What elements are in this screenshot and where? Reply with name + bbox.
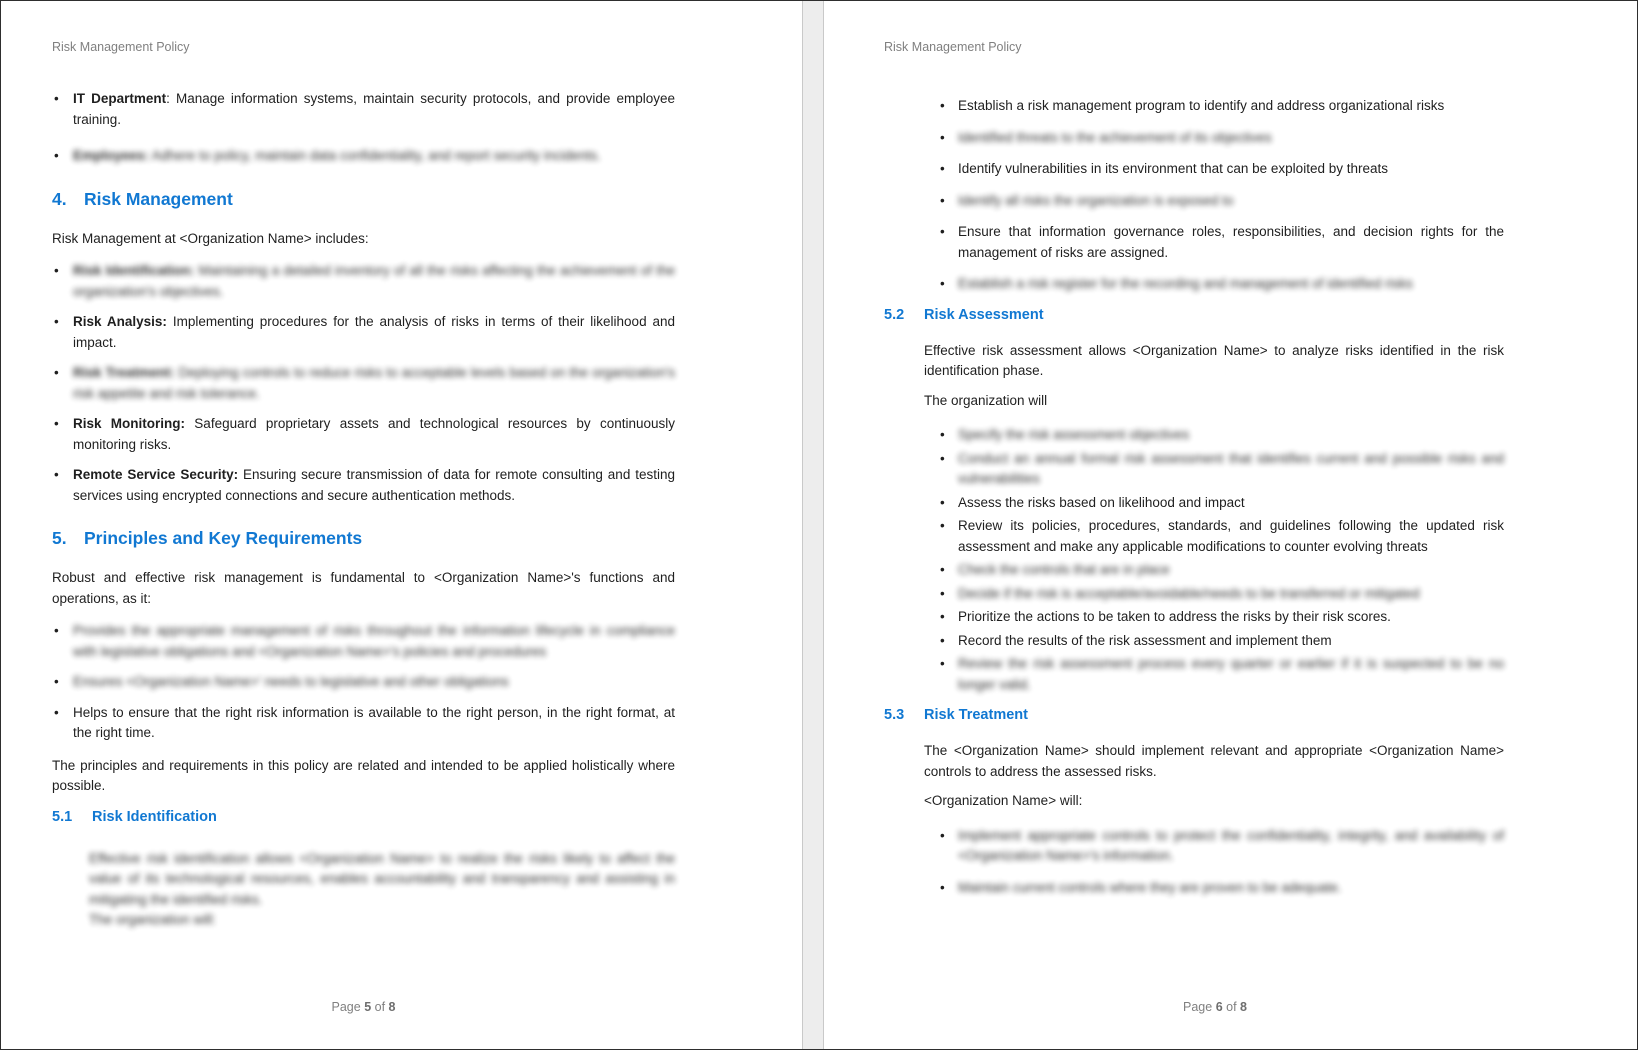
section-number: 4. xyxy=(52,188,67,209)
list-item xyxy=(940,191,1504,212)
subsection-title: Risk Identification xyxy=(92,808,217,825)
bullet-text: Risk Monitoring: Safeguard proprietary assets and technological resources by continuously monitoring risks. xyxy=(73,416,675,452)
page-footer: Page 6 of 8 xyxy=(1183,1000,1247,1014)
bullet-text-blurred: Establish a risk register for the recording and management of identified risks xyxy=(958,276,1413,291)
list-item xyxy=(52,261,675,302)
list-item xyxy=(940,222,1504,263)
bullet-text: Remote Service Security: Ensuring secure transmission of data for remote consulting and testing services using encrypted connections and secure authentication methods. xyxy=(73,467,675,503)
list-item xyxy=(940,584,1504,605)
subsection-heading-5-2 xyxy=(884,306,1504,324)
bullet-lead: Risk Monitoring: xyxy=(73,416,186,431)
risk-management-list xyxy=(52,261,675,506)
list-item xyxy=(940,493,1504,514)
subsection-heading-5-1 xyxy=(52,808,675,826)
bullet-text-blurred: Identify all risks the organization is exposed to xyxy=(958,192,1234,208)
page-total: 8 xyxy=(1240,1000,1247,1014)
bullet-text-blurred: Implement appropriate controls to protect the confidentiality, integrity, and availability of <Organization Name>'s information. xyxy=(958,827,1504,863)
paragraph-blurred: Effective risk identification allows <Organization Name> to realize the risks likely to affect the value of its technological resources, enables accountability and transparency and assisting in mitigating the identified risks. The organization will: xyxy=(89,850,675,927)
paragraph: The principles and requirements in this policy are related and intended to be applied holistically where possible. xyxy=(52,757,675,793)
list-item xyxy=(940,631,1504,652)
bullet-text-blurred: Review the risk assessment process every quarter or earlier if it is suspected to be no longer valid. xyxy=(958,656,1504,692)
list-item xyxy=(52,312,675,353)
paragraph: The <Organization Name> should implement relevant and appropriate <Organization Name> controls to address the assessed risks. xyxy=(924,743,1504,779)
list-item xyxy=(940,560,1504,581)
principles-list xyxy=(52,621,675,744)
section-title: Principles and Key Requirements xyxy=(84,528,363,548)
list-item xyxy=(52,672,675,693)
subsection-number: 5.2 xyxy=(884,306,905,323)
list-item xyxy=(940,425,1504,446)
bullet-text-blurred: Conduct an annual formal risk assessment that identifies current and possible risks and vulnerabilities xyxy=(958,450,1504,486)
bullet-text-blurred: Identified threats to the achievement of its objectives xyxy=(958,129,1272,145)
subsection-number: 5.1 xyxy=(52,808,73,825)
list-item xyxy=(52,703,675,744)
page-gutter xyxy=(802,1,824,1049)
list-item xyxy=(52,146,675,167)
bullet-text-blurred: Risk Identification: Maintaining a detailed inventory of all the risks affecting the achievement of the organization's objectives. xyxy=(73,263,676,299)
assessment-list xyxy=(940,425,1504,695)
bullet-text: Risk Analysis: Implementing procedures for the analysis of risks in terms of their likelihood and impact. xyxy=(73,314,675,350)
bullet-text-blurred: Check the controls that are in place xyxy=(958,562,1170,577)
subsection-heading-5-3 xyxy=(884,706,1504,724)
bullet-text-blurred: Specify the risk assessment objectives xyxy=(958,427,1190,442)
list-item xyxy=(940,516,1504,557)
list-item xyxy=(940,159,1504,180)
bullet-text: IT Department: Manage information systems, maintain security protocols, and provide employee training. xyxy=(73,91,676,127)
bullet-text: Review its policies, procedures, standards, and guidelines following the updated risk assessment and make any applicable modifications to counter evolving threats xyxy=(958,518,1504,554)
section-title: Risk Management xyxy=(84,188,233,209)
page-header: Risk Management Policy xyxy=(52,40,190,54)
page-number: 5 xyxy=(364,1000,372,1014)
treatment-list xyxy=(940,826,1504,899)
bullet-text-blurred: Employees: Adhere to policy, maintain data confidentiality, and report security incidents. xyxy=(73,148,601,163)
list-item xyxy=(52,363,675,404)
bullet-text-blurred: Ensures <Organization Name>' needs to legislative and other obligations xyxy=(73,674,509,689)
subsection-number: 5.3 xyxy=(884,707,905,723)
bullet-text: Helps to ensure that the right risk information is available to the right person, in the right format, at the right time. xyxy=(73,704,675,740)
paragraph: <Organization Name> will: xyxy=(924,793,1083,808)
list-item xyxy=(52,89,675,130)
paragraph: The organization will xyxy=(924,392,1048,408)
list-item xyxy=(940,826,1504,867)
bullet-lead: Risk Treatment: xyxy=(73,365,175,380)
page-number: 6 xyxy=(1215,1000,1223,1014)
paragraph: Risk Management at <Organization Name> includes: xyxy=(52,230,369,246)
roles-list xyxy=(52,89,675,167)
page-5[interactable] xyxy=(1,1,802,1049)
bullet-lead: Risk Analysis: xyxy=(73,314,167,329)
bullet-lead: Employees: xyxy=(73,148,149,163)
list-item xyxy=(940,654,1504,695)
bullet-text: Identify vulnerabilities in its environment that can be exploited by threats xyxy=(958,161,1388,176)
bullet-text-blurred: Risk Treatment: Deploying controls to reduce risks to acceptable levels based on the organization's risk appetite and risk tolerance. xyxy=(73,365,675,401)
bullet-text: Assess the risks based on likelihood and impact xyxy=(958,494,1245,510)
subsection-title: Risk Assessment xyxy=(924,306,1044,323)
list-item xyxy=(940,878,1504,899)
bullet-lead: Remote Service Security: xyxy=(73,467,239,482)
list-item xyxy=(940,96,1504,117)
bullet-text-blurred: Provides the appropriate management of risks throughout the information lifecycle in compliance with legislative obligations and <Organization Name>'s policies and procedures xyxy=(73,623,675,659)
bullet-lead: Risk Identification: xyxy=(73,263,195,278)
bullet-lead: IT Department xyxy=(73,91,167,106)
page-header: Risk Management Policy xyxy=(884,40,1022,54)
page-total: 8 xyxy=(388,1000,396,1014)
list-item xyxy=(940,449,1504,490)
section-heading-4 xyxy=(52,188,675,210)
subsection-title: Risk Treatment xyxy=(924,707,1028,723)
bullet-text-blurred: Decide if the risk is acceptable/avoidable/needs to be transferred or mitigated xyxy=(958,585,1420,601)
bullet-text: Ensure that information governance roles, responsibilities, and decision rights for the management of risks are assigned. xyxy=(958,224,1504,260)
section-heading-5 xyxy=(52,527,675,549)
list-item xyxy=(52,465,675,506)
paragraph: Effective risk assessment allows <Organization Name> to analyze risks identified in the risk identification phase. xyxy=(924,342,1504,378)
list-item xyxy=(52,621,675,662)
bullet-text: Prioritize the actions to be taken to address the risks by their risk scores. xyxy=(958,609,1391,624)
page-6[interactable] xyxy=(824,1,1637,1049)
bullet-text: Establish a risk management program to identify and address organizational risks xyxy=(958,98,1445,113)
list-item xyxy=(940,274,1504,295)
bullet-text: Record the results of the risk assessment and implement them xyxy=(958,632,1332,648)
paragraph: Robust and effective risk management is fundamental to <Organization Name>'s functions and operations, as it: xyxy=(52,570,675,606)
list-item xyxy=(940,128,1504,149)
page-footer: Page 5 of 8 xyxy=(331,1000,396,1014)
bullet-text-blurred: Maintain current controls where they are proven to be adequate. xyxy=(958,879,1342,895)
list-item xyxy=(940,607,1504,628)
section-number: 5. xyxy=(52,528,67,548)
list-item xyxy=(52,414,675,455)
identification-list xyxy=(940,96,1504,295)
